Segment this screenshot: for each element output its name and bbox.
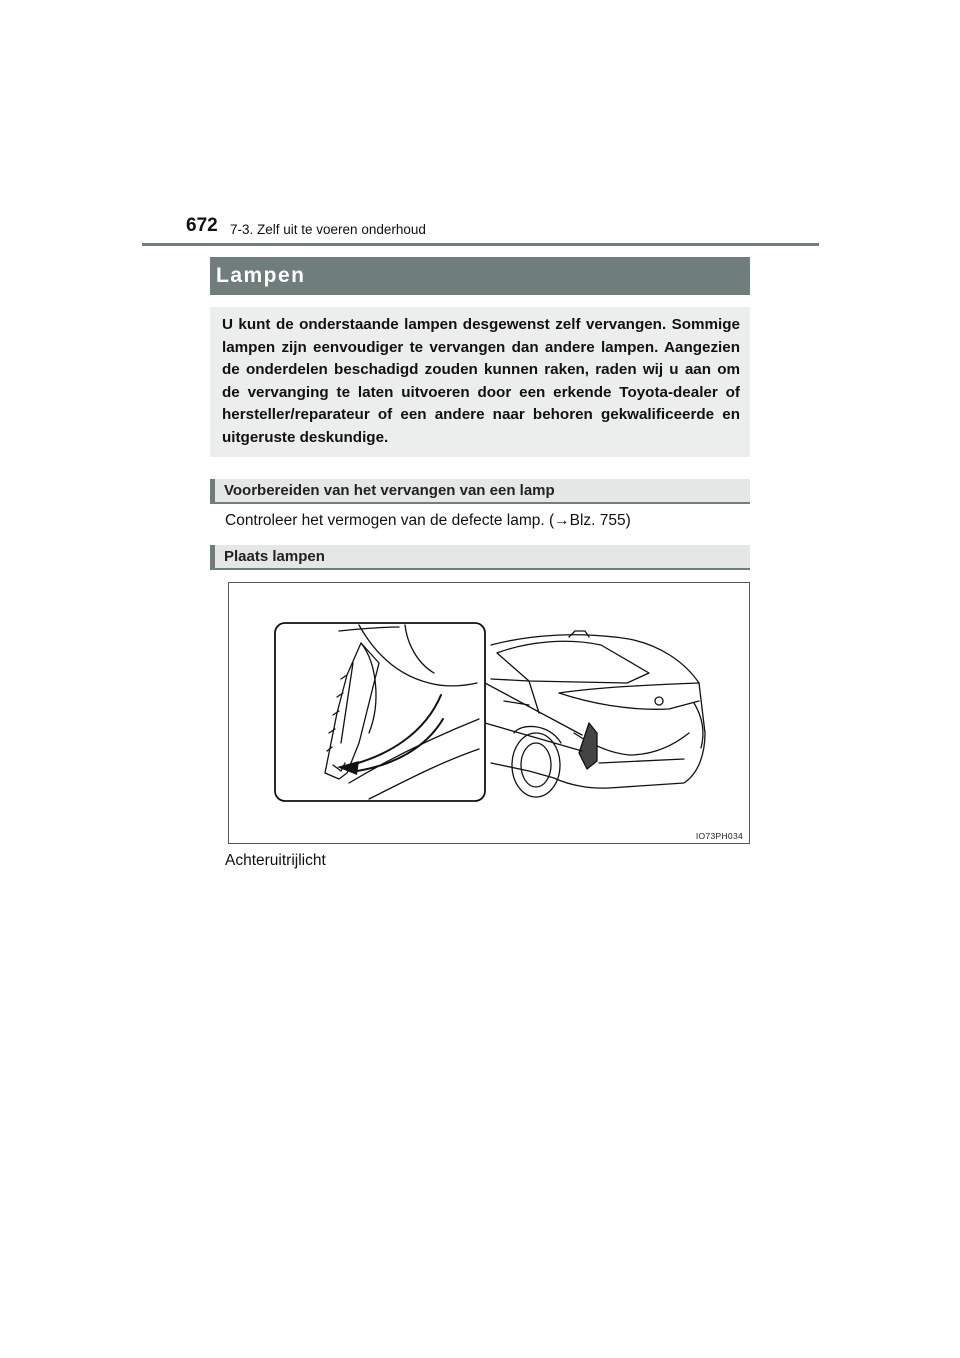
- intro-box: [210, 307, 750, 457]
- figure-caption: Achteruitrijlicht: [225, 852, 326, 869]
- subheading-locations-label: Plaats lampen: [224, 548, 325, 565]
- car-rear-illustration: [229, 583, 749, 843]
- prepare-text: Controleer het vermogen van de defecte lamp. (→Blz. 755): [225, 512, 631, 529]
- subheading-prepare: [210, 479, 750, 504]
- figure-code: IO73PH034: [695, 831, 743, 841]
- page-title: Lampen: [216, 264, 306, 287]
- page-number: 672: [186, 215, 218, 236]
- intro-text: U kunt de onderstaande lampen desgewenst zelf vervangen. Sommige lampen zijn eenvoudiger te vervangen dan andere lampen. Aangezien de onderdelen beschadigd zouden kunnen raken, raden wij u aan om de vervanging te laten uitvoeren door een erkende Toyota-dealer of hersteller/reparateur of een andere naar behoren gekwalificeerde en uitgeruste deskundige.: [222, 316, 740, 446]
- bulb-location-figure: [228, 582, 750, 844]
- subheading-prepare-label: Voorbereiden van het vervangen van een lamp: [224, 482, 555, 499]
- inset-detail-frame: [275, 623, 485, 801]
- page-title-bar: [210, 257, 750, 295]
- header-divider: [142, 243, 819, 246]
- section-path: 7-3. Zelf uit te voeren onderhoud: [230, 222, 426, 237]
- subheading-locations: [210, 545, 750, 570]
